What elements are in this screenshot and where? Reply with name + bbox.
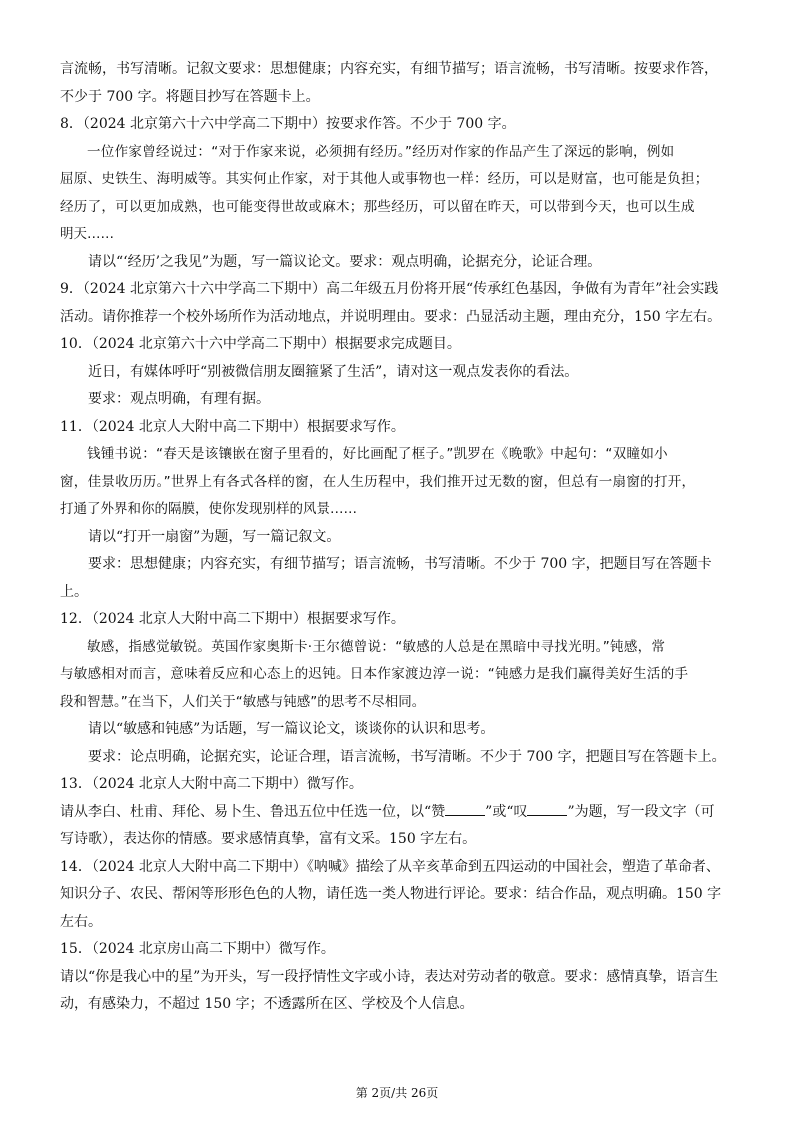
quote-line: 一位作家曾经说过：“对于作家来说，必须拥有经历。”经历对作家的作品产生了深远的影响，例如	[87, 143, 675, 160]
question-12-quote: 段和智慧。”在当下，人们关于“敏感与钝感”的思考不尽相同。	[60, 693, 426, 710]
text-line: 言流畅，书写清晰。记叙文要求：思想健康；内容充实，有细节描写；语言流畅，书写清晰。按要求作答，	[60, 61, 718, 77]
fill-blank	[527, 801, 567, 816]
question-11-quote: 窗，佳景收历历。”世界上有各式各样的窗，在人生历程中，我们推开过无数的窗，但总有一扇窗的打开，	[60, 473, 696, 490]
question-11-requirement: 上。	[60, 583, 88, 600]
question-14-text: 知识分子、农民、帮闲等形形色色的人物，请任选一类人物进行评论。要求：结合作品，观点明确。150 字	[60, 886, 722, 902]
question-8-quote: 明天……	[60, 226, 114, 242]
question-10-heading: 10．（2024 北京第六十六中学高二下期中）根据要求完成题目。	[60, 336, 461, 352]
question-8-heading: 8．（2024 北京第六十六中学高二下期中）按要求作答。不少于 700 字。	[60, 116, 516, 132]
question-14-text: 14．（2024 北京人大附中高二下期中）《呐喊》描绘了从辛亥革命到五四运动的中国社会，塑造了革命者、	[60, 858, 720, 875]
document-page	[60, 56, 735, 1019]
question-13-text: 写诗歌），表达你的情感。要求感情真挚，富有文采。150 字左右。	[60, 831, 477, 847]
question-8-quote: 屈原、史铁生、海明威等。其实何止作家，对于其他人或事物也一样：经历，可以是财富，也可能是负担；	[60, 171, 709, 187]
fill-blank	[445, 801, 485, 816]
question-8-quote: 经历了，可以更加成熟，也可能变得世故或麻木；那些经历，可以留在昨天，可以带到今天，也可以生成	[60, 198, 695, 215]
question-13-text: 请从李白、杜甫、拜伦、易卜生、鲁迅五位中任选一位，以“赞 ”或“叹 ”为题，写一段文字（可	[60, 799, 735, 827]
question-9-text: 9．（2024 北京第六十六中学高二下期中）高二年级五月份将开展“传承红色基因，争做有为青年”社会实践	[60, 281, 719, 297]
question-15-text: 请以“你是我心中的星”为开头，写一段抒情性文字或小诗，表达对劳动者的敬意。要求：感情真挚，语言生	[60, 968, 719, 985]
question-10-body: 近日，有媒体呼吁“别被微信朋友圈箍紧了生活”，请对这一观点发表你的看法。	[88, 363, 579, 380]
question-11-requirement: 要求：思想健康；内容充实，有细节描写；语言流畅，书写清晰。不少于 700 字，把题目写在答题卡	[88, 556, 712, 572]
question-12-requirement: 要求：论点明确，论据充实，论证合理，语言流畅，书写清晰。不少于 700 字，把题目写在答题卡上。	[88, 748, 726, 765]
question-11-heading: 11．（2024 北京人大附中高二下期中）根据要求写作。	[60, 418, 405, 435]
question-14-text: 左右。	[60, 913, 102, 930]
question-12-quote: 与敏感相对而言，意味着反应和心态上的迟钝。日本作家渡边淳一说：“钝感力是我们赢得美好生活的手	[60, 666, 689, 682]
question-11-quote: 打通了外界和你的隔膜，使你发现别样的风景……	[60, 501, 357, 517]
question-12-title: 请以“敏感和钝感”为话题，写一篇议论文，谈谈你的认识和思考。	[88, 721, 495, 737]
page-footer: 第 2页/共 26页	[355, 1086, 439, 1100]
question-15-text: 动，有感染力，不超过 150 字；不透露所在区、学校及个人信息。	[60, 996, 474, 1012]
question-9-text: 活动。请你推荐一个校外场所作为活动地点，并说明理由。要求：凸显活动主题，理由充分，150 字左右。	[60, 308, 722, 325]
question-8-requirement: 请以“‘经历’之我见”为题，写一篇议论文。要求：观点明确，论据充分，论证合理。	[88, 253, 602, 270]
question-11-title: 请以“打开一扇窗”为题，写一篇记叙文。	[88, 528, 341, 545]
question-13-heading: 13．（2024 北京人大附中高二下期中）微写作。	[60, 776, 363, 792]
question-12-heading: 12．（2024 北京人大附中高二下期中）根据要求写作。	[60, 611, 405, 627]
question-10-requirement: 要求：观点明确，有理有据。	[88, 391, 270, 407]
question-15-heading: 15．（2024 北京房山高二下期中）微写作。	[60, 941, 335, 957]
text-line: 不少于 700 字。将题目抄写在答题卡上。	[60, 88, 320, 105]
question-8-quote	[60, 139, 735, 167]
question-12-quote: 敏感，指感觉敏锐。英国作家奥斯卡·王尔德曾说：“敏感的人总是在黑暗中寻找光明。”钝感，常	[87, 638, 666, 655]
question-11-quote: 钱锺书说：“春天是该镶嵌在窗子里看的，好比画配了框子。”凯罗在《晚歌》中起句：“双瞳如小	[87, 446, 668, 462]
